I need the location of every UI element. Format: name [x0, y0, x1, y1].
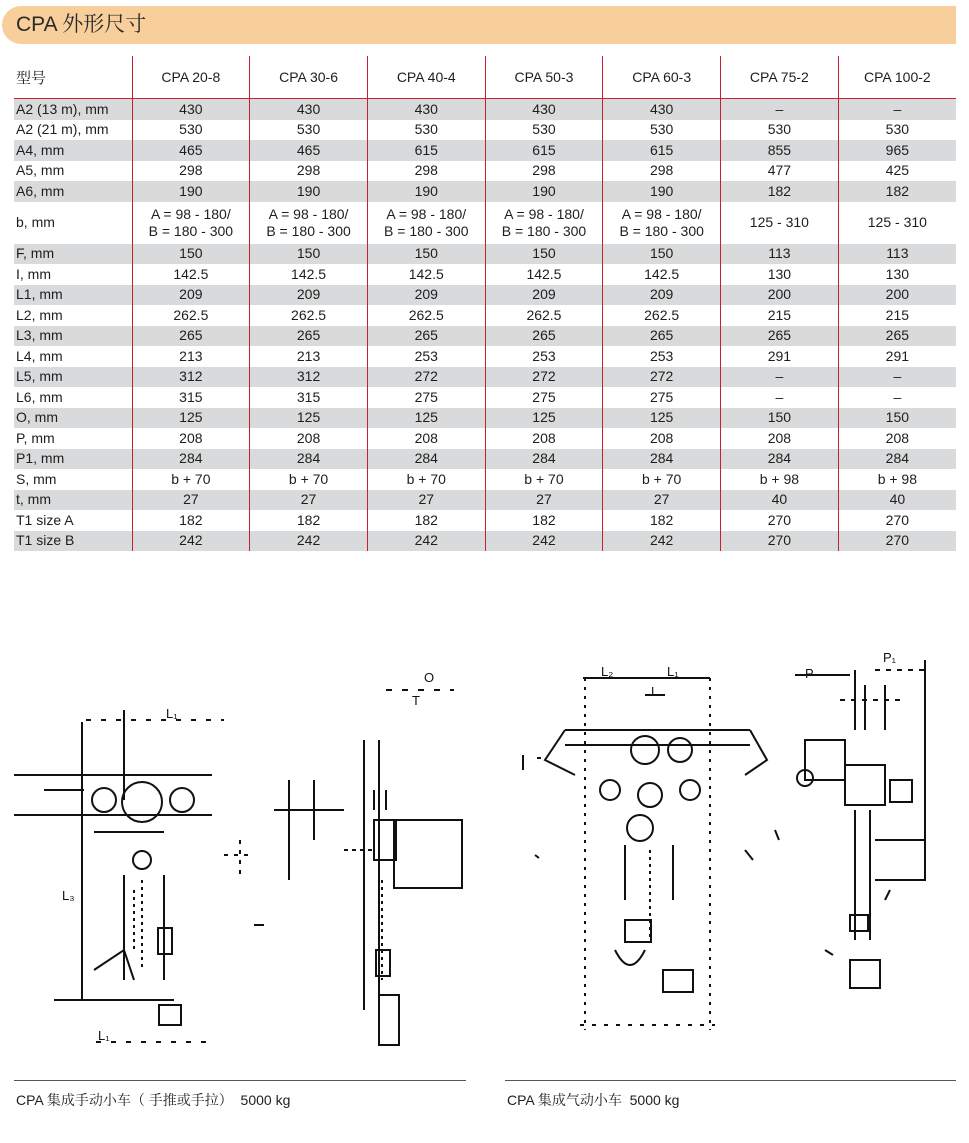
table-cell: 242 — [485, 531, 603, 552]
table-cell: 40 — [721, 490, 839, 511]
section-title-text: CPA 外形尺寸 — [16, 13, 147, 36]
table-cell: b + 98 — [721, 469, 839, 490]
table-cell: 315 — [250, 387, 368, 408]
table-cell: 315 — [132, 387, 250, 408]
table-cell: 262.5 — [485, 305, 603, 326]
row-label: A2 (21 m), mm — [16, 121, 109, 138]
table-cell: 150 — [838, 408, 956, 429]
row-label: A4, mm — [14, 140, 132, 161]
section-title — [2, 6, 956, 44]
table-row — [14, 469, 956, 490]
table-row — [14, 531, 956, 552]
table-cell: 530 — [721, 120, 839, 141]
table-cell: 182 — [485, 510, 603, 531]
table-cell: 113 — [838, 244, 956, 265]
left-dim-label-1: L₁ — [166, 706, 178, 721]
table-cell: 253 — [603, 346, 721, 367]
table-cell: 125 — [485, 408, 603, 429]
table-cell: 530 — [838, 120, 956, 141]
table-cell: b + 70 — [132, 469, 250, 490]
table-cell: 242 — [367, 531, 485, 552]
table-row — [14, 408, 956, 429]
table-cell: 530 — [603, 120, 721, 141]
header-cpa-30-6: CPA 30-6 — [250, 56, 368, 99]
table-cell: – — [838, 387, 956, 408]
table-cell: – — [721, 99, 839, 120]
right-dim-label-3: L — [651, 684, 659, 699]
table-cell: 213 — [250, 346, 368, 367]
table-cell: b + 98 — [838, 469, 956, 490]
table-cell: 265 — [367, 326, 485, 347]
table-cell: 965 — [838, 140, 956, 161]
table-row — [14, 490, 956, 511]
table-cell: 284 — [603, 449, 721, 470]
table-cell: 291 — [721, 346, 839, 367]
table-cell: 113 — [721, 244, 839, 265]
table-cell — [603, 202, 721, 244]
left-dim-label-3: T — [412, 693, 420, 708]
table-cell: 130 — [721, 264, 839, 285]
table-cell: 209 — [132, 285, 250, 306]
right-caption-rule — [505, 1080, 956, 1081]
table-cell — [132, 202, 250, 244]
table-row — [14, 305, 956, 326]
table-cell: 530 — [367, 120, 485, 141]
table-cell: 142.5 — [250, 264, 368, 285]
table-cell: 190 — [603, 181, 721, 202]
table-header-row — [14, 56, 956, 99]
table-cell: 190 — [250, 181, 368, 202]
table-cell: 200 — [721, 285, 839, 306]
table-cell: 208 — [838, 428, 956, 449]
table-cell: 150 — [250, 244, 368, 265]
table-cell: 272 — [485, 367, 603, 388]
table-cell: b + 70 — [485, 469, 603, 490]
header-cpa-75-2: CPA 75-2 — [721, 56, 839, 99]
table-cell — [250, 202, 368, 244]
table-cell: – — [721, 367, 839, 388]
row-label: T1 size B — [14, 531, 132, 552]
table-cell: 27 — [250, 490, 368, 511]
table-cell: 855 — [721, 140, 839, 161]
right-dim-label-1: L₂ — [601, 664, 614, 679]
table-cell: 208 — [132, 428, 250, 449]
row-label: O, mm — [14, 408, 132, 429]
table-cell: 190 — [132, 181, 250, 202]
table-cell: 190 — [485, 181, 603, 202]
table-cell: 182 — [603, 510, 721, 531]
table-cell: 125 - 310 — [838, 202, 956, 244]
table-cell: 208 — [721, 428, 839, 449]
table-cell: 208 — [367, 428, 485, 449]
right-drawing-caption: CPA 集成气动小车 5000 kg — [507, 1092, 680, 1108]
table-cell: 270 — [721, 510, 839, 531]
header-cpa-20-8: CPA 20-8 — [132, 56, 250, 99]
header-cpa-100-2: CPA 100-2 — [838, 56, 956, 99]
table-cell: 209 — [367, 285, 485, 306]
table-cell: 27 — [132, 490, 250, 511]
row-label: A5, mm — [16, 162, 65, 179]
table-cell: 262.5 — [603, 305, 721, 326]
table-cell: 125 - 310 — [721, 202, 839, 244]
table-cell: 262.5 — [250, 305, 368, 326]
left-drawing-caption: CPA 集成手动小车（ 手推或手拉） 5000 kg — [16, 1092, 291, 1108]
table-cell: 615 — [367, 140, 485, 161]
table-cell: 284 — [132, 449, 250, 470]
table-cell: 253 — [485, 346, 603, 367]
table-row — [14, 510, 956, 531]
row-label: L3, mm — [14, 326, 132, 347]
table-row — [14, 285, 956, 306]
table-cell: 27 — [367, 490, 485, 511]
table-cell: – — [838, 99, 956, 120]
table-cell: 150 — [603, 244, 721, 265]
table-cell: 182 — [250, 510, 368, 531]
manual-trolley-side-view — [254, 690, 462, 1045]
table-cell: 265 — [132, 326, 250, 347]
table-row — [14, 326, 956, 347]
table-cell: b + 70 — [603, 469, 721, 490]
table-cell: 150 — [485, 244, 603, 265]
table-cell: 242 — [250, 531, 368, 552]
header-model: 型号 — [14, 56, 132, 99]
left-dim-label-5: L₁ — [98, 1028, 110, 1043]
table-cell: 430 — [250, 99, 368, 120]
table-cell: 425 — [838, 161, 956, 182]
row-label: L4, mm — [16, 347, 63, 364]
table-cell: 209 — [485, 285, 603, 306]
table-cell: 265 — [838, 326, 956, 347]
row-label: T1 size A — [16, 511, 74, 528]
table-row — [14, 161, 956, 182]
table-cell: 284 — [485, 449, 603, 470]
table-cell: 182 — [838, 181, 956, 202]
table-cell: 284 — [721, 449, 839, 470]
table-cell: 284 — [367, 449, 485, 470]
table-cell: 272 — [603, 367, 721, 388]
cell-line: A = 98 - 180/ — [150, 205, 231, 222]
cell-line: B = 180 - 300 — [384, 222, 469, 239]
table-cell — [367, 202, 485, 244]
table-cell: 275 — [603, 387, 721, 408]
table-cell: 291 — [838, 346, 956, 367]
right-dim-label-2: L₁ — [667, 664, 679, 679]
header-cpa-60-3: CPA 60-3 — [603, 56, 721, 99]
table-cell: 253 — [367, 346, 485, 367]
table-cell: 262.5 — [367, 305, 485, 326]
table-cell: 27 — [603, 490, 721, 511]
manual-trolley-drawing — [14, 650, 468, 1050]
row-label: P1, mm — [14, 449, 132, 470]
cell-line: A = 98 - 180/ — [504, 205, 584, 222]
table-row — [14, 120, 956, 141]
row-label: L5, mm — [14, 367, 132, 388]
table-cell: 265 — [250, 326, 368, 347]
table-cell: 190 — [367, 181, 485, 202]
row-label: I, mm — [16, 265, 51, 282]
table-cell: 430 — [485, 99, 603, 120]
header-cpa-50-3: CPA 50-3 — [485, 56, 603, 99]
table-cell: b + 70 — [367, 469, 485, 490]
table-cell: 215 — [721, 305, 839, 326]
manual-trolley-front-view — [14, 710, 254, 1042]
table-cell: 298 — [250, 161, 368, 182]
row-label: A2 (13 m), mm — [14, 99, 132, 120]
table-cell: 270 — [838, 531, 956, 552]
table-cell: 242 — [132, 531, 250, 552]
table-cell: 150 — [367, 244, 485, 265]
left-caption-rule — [14, 1080, 466, 1081]
table-row — [14, 264, 956, 285]
table-cell: 272 — [367, 367, 485, 388]
table-cell: 200 — [838, 285, 956, 306]
table-cell: 615 — [603, 140, 721, 161]
table-row — [14, 367, 956, 388]
table-row — [14, 140, 956, 161]
row-label: S, mm — [16, 470, 57, 487]
table-cell: 150 — [721, 408, 839, 429]
table-cell: 130 — [838, 264, 956, 285]
table-cell: 150 — [132, 244, 250, 265]
pneumatic-trolley-side-view — [775, 660, 925, 988]
table-cell: 530 — [485, 120, 603, 141]
table-cell: 125 — [367, 408, 485, 429]
row-label: L6, mm — [16, 388, 63, 405]
table-cell: 182 — [132, 510, 250, 531]
table-cell: 27 — [485, 490, 603, 511]
table-cell: 208 — [250, 428, 368, 449]
row-label: b, mm — [16, 214, 55, 230]
table-row — [14, 244, 956, 265]
table-row — [14, 428, 956, 449]
table-cell: 125 — [132, 408, 250, 429]
cell-line: B = 180 - 300 — [148, 222, 234, 239]
table-cell: 430 — [132, 99, 250, 120]
table-cell: 430 — [367, 99, 485, 120]
cell-line: A = 98 - 180/ — [268, 205, 349, 222]
table-cell: 430 — [603, 99, 721, 120]
table-body — [14, 99, 956, 552]
table-cell: 262.5 — [132, 305, 250, 326]
table-cell: 40 — [838, 490, 956, 511]
table-cell: 142.5 — [485, 264, 603, 285]
table-cell: 215 — [838, 305, 956, 326]
table-cell: – — [838, 367, 956, 388]
table-cell: 477 — [721, 161, 839, 182]
pneumatic-trolley-drawing — [505, 650, 959, 1050]
row-label: L1, mm — [14, 285, 132, 306]
header-cpa-40-4: CPA 40-4 — [367, 56, 485, 99]
table-cell: 213 — [132, 346, 250, 367]
cell-line: A = 98 - 180/ — [621, 205, 702, 222]
table-cell: 182 — [367, 510, 485, 531]
row-label: t, mm — [14, 490, 132, 511]
row-label: F, mm — [14, 244, 132, 265]
table-cell: 125 — [250, 408, 368, 429]
table-cell: 465 — [250, 140, 368, 161]
table-cell: 312 — [132, 367, 250, 388]
table-cell: 615 — [485, 140, 603, 161]
table-cell: 208 — [485, 428, 603, 449]
table-row — [14, 387, 956, 408]
table-cell: 125 — [603, 408, 721, 429]
table-cell: – — [721, 387, 839, 408]
table-cell: 182 — [721, 181, 839, 202]
table-cell: 530 — [132, 120, 250, 141]
table-cell: 275 — [367, 387, 485, 408]
table-cell: 242 — [603, 531, 721, 552]
cell-line: A = 98 - 180/ — [386, 205, 467, 222]
table-cell: 298 — [367, 161, 485, 182]
table-cell: 270 — [838, 510, 956, 531]
left-dim-label-2: L₃ — [62, 888, 75, 903]
table-cell: 298 — [132, 161, 250, 182]
table-cell: b + 70 — [250, 469, 368, 490]
table-cell: 284 — [838, 449, 956, 470]
row-label: L2, mm — [16, 306, 63, 323]
pneumatic-trolley-front-view — [523, 678, 767, 1030]
row-label: A6, mm — [14, 181, 132, 202]
table-row — [14, 202, 956, 244]
table-cell: 312 — [250, 367, 368, 388]
cell-line: B = 180 - 300 — [501, 222, 587, 239]
table-cell: 298 — [485, 161, 603, 182]
table-cell: 298 — [603, 161, 721, 182]
table-row — [14, 346, 956, 367]
table-cell: 265 — [485, 326, 603, 347]
table-cell: 142.5 — [603, 264, 721, 285]
table-cell: 265 — [603, 326, 721, 347]
cell-line: B = 180 - 300 — [266, 222, 351, 239]
table-cell — [485, 202, 603, 244]
right-dim-label-5: P₁ — [883, 650, 897, 665]
row-label: P, mm — [16, 429, 55, 446]
right-dim-label-4: P — [805, 666, 814, 681]
table-cell: 142.5 — [132, 264, 250, 285]
table-cell: 530 — [250, 120, 368, 141]
table-row — [14, 449, 956, 470]
table-cell: 275 — [485, 387, 603, 408]
table-cell: 209 — [603, 285, 721, 306]
table-cell: 265 — [721, 326, 839, 347]
left-dim-label-4: O — [424, 670, 435, 685]
table-cell: 465 — [132, 140, 250, 161]
table-cell: 208 — [603, 428, 721, 449]
table-cell: 270 — [721, 531, 839, 552]
dimension-table — [14, 56, 956, 551]
table-cell: 209 — [250, 285, 368, 306]
table-cell: 284 — [250, 449, 368, 470]
cell-line: B = 180 - 300 — [619, 222, 704, 239]
table-cell: 142.5 — [367, 264, 485, 285]
table-row — [14, 99, 956, 120]
table-row — [14, 181, 956, 202]
